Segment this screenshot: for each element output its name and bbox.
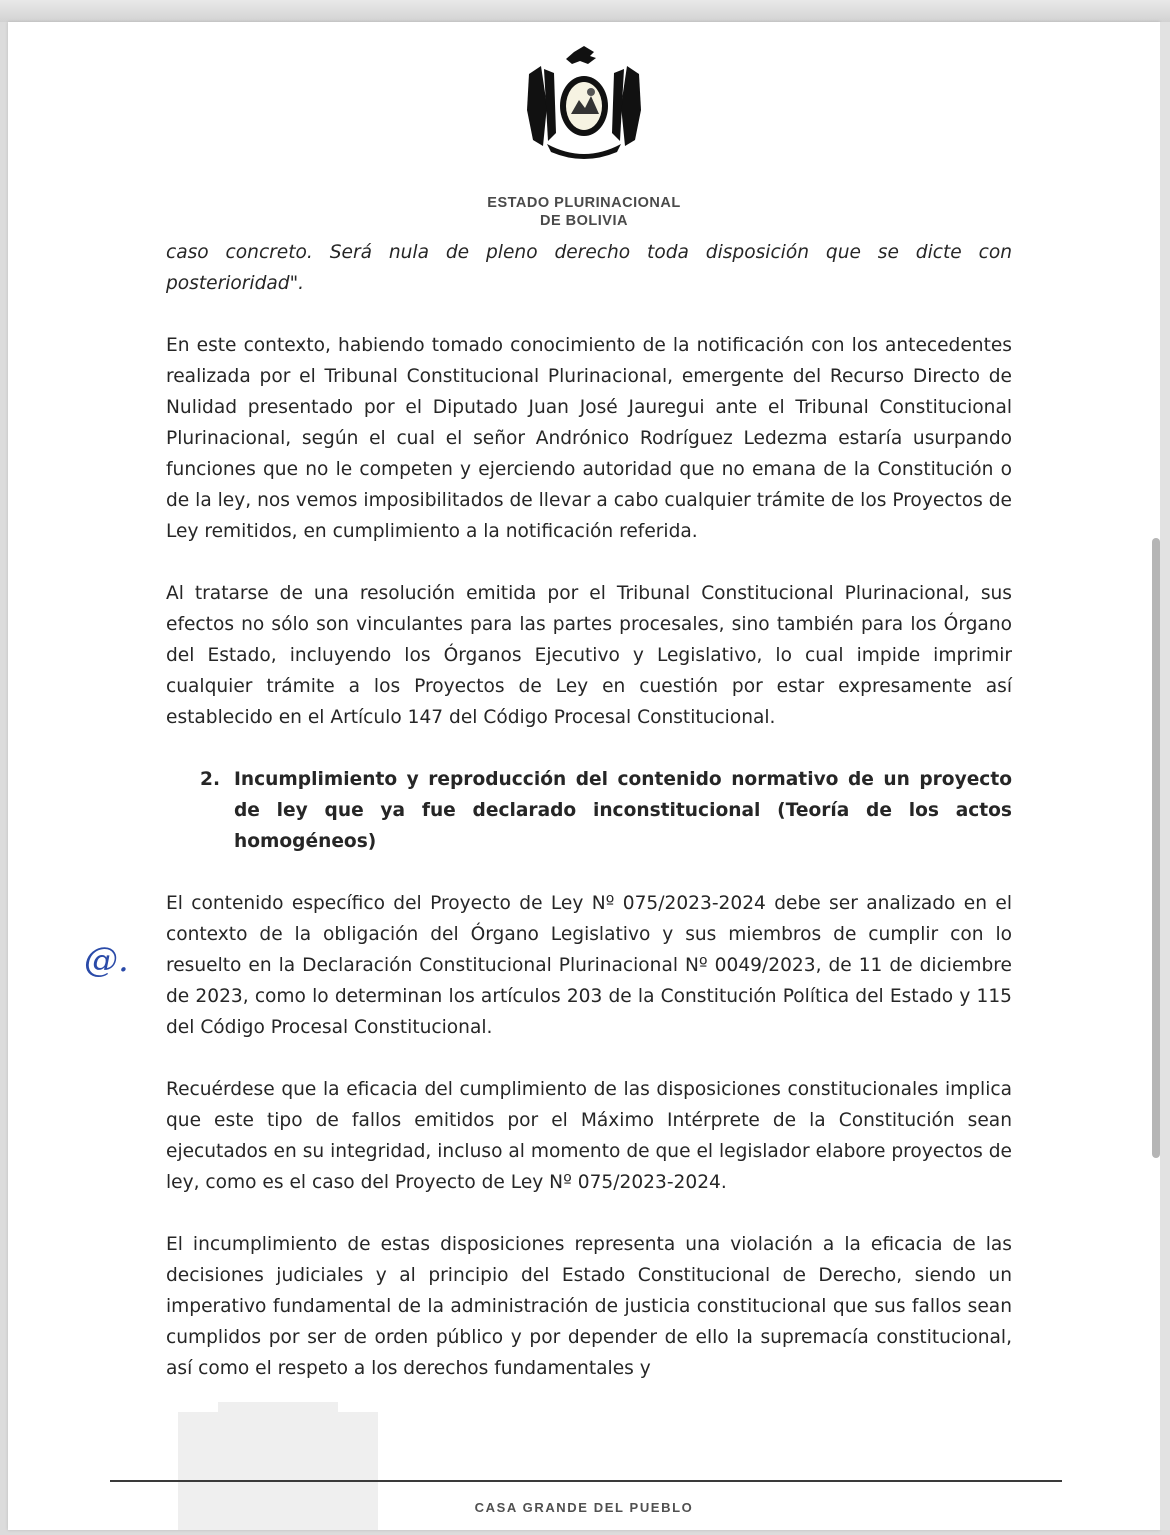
paragraph: Recuérdese que la eficacia del cumplimiento de las disposiciones constitucionales implica que este tipo de fallos emitidos por el Máximo Intérprete de la Constitución sean ejecutados en su integridad, incluso al momento de que el legislador elabore proyectos de ley, como es el caso del Proyecto de Ley Nº 075/2023-2024. [166,1079,1012,1193]
bolivia-coat-of-arms-icon [519,44,649,164]
section-number: 2. [200,769,221,790]
paragraph: El contenido específico del Proyecto de Ley Nº 075/2023-2024 debe ser analizado en el contexto de la obligación del Órgano Legislativo y sus miembros de cumplir con lo resuelto en la Declaración Constitucional Plurinacional Nº 0049/2023, de 11 de diciembre de 2023, como lo determinan los artículos 203 de la Constitución Política del Estado y 115 del Código Procesal Constitucional. [166,893,1012,1038]
footer-text: CASA GRANDE DEL PUEBLO [474,1500,694,1515]
viewer-top-bar [0,0,1170,22]
document-body [166,237,1012,1415]
handwritten-annotation: @. [84,940,129,980]
quote-ending: caso concreto. Será nula de pleno derecho toda disposición que se dicte con posterioridad". [166,242,1012,294]
state-name-line-1: ESTADO PLURINACIONAL [487,195,681,211]
scrollbar-thumb[interactable] [1152,538,1160,1158]
section-heading [200,764,1012,857]
footer-divider [110,1480,1062,1482]
paragraph: Al tratarse de una resolución emitida por el Tribunal Constitucional Plurinacional, sus efectos no sólo son vinculantes para las partes procesales, sino también para los Órgano del Estado, incluyendo los Órganos Ejecutivo y Legislativo, lo cual impide imprimir cualquier trámite a los Proyectos de Ley en cuestión por estar expresamente así establecido en el Artículo 147 del Código Procesal Constitucional. [166,583,1012,728]
paragraph: En este contexto, habiendo tomado conocimiento de la notificación con los antecedentes realizada por el Tribunal Constitucional Plurinacional, emergente del Recurso Directo de Nulidad presentado por el Diputado Juan José Jauregui ante el Tribunal Constitucional Plurinacional, según el cual el señor Andrónico Rodríguez Ledezma estaría usurpando funciones que no le competen y ejerciendo autoridad que no emana de la Constitución o de la ley, nos vemos imposibilitados de llevar a cabo cualquier trámite de los Proyectos de Ley remitidos, en cumplimiento a la notificación referida. [166,335,1012,542]
state-name-line-2: DE BOLIVIA [540,213,628,229]
letterhead [8,44,1160,230]
document-page [8,22,1160,1530]
section-title: Incumplimiento y reproducción del contenido normativo de un proyecto de ley que ya fue declarado inconstitucional (Teoría de los actos homogéneos) [234,769,1012,852]
scrollbar-track[interactable] [1160,22,1170,1530]
paragraph: El incumplimiento de estas disposiciones representa una violación a la eficacia de las decisiones judiciales y al principio del Estado Constitucional de Derecho, siendo un imperativo fundamental de la administración de justicia constitucional que sus fallos sean cumplidos por ser de orden público y por depender de ello la supremacía constitucional, así como el respeto a los derechos fundamentales y [166,1234,1012,1379]
